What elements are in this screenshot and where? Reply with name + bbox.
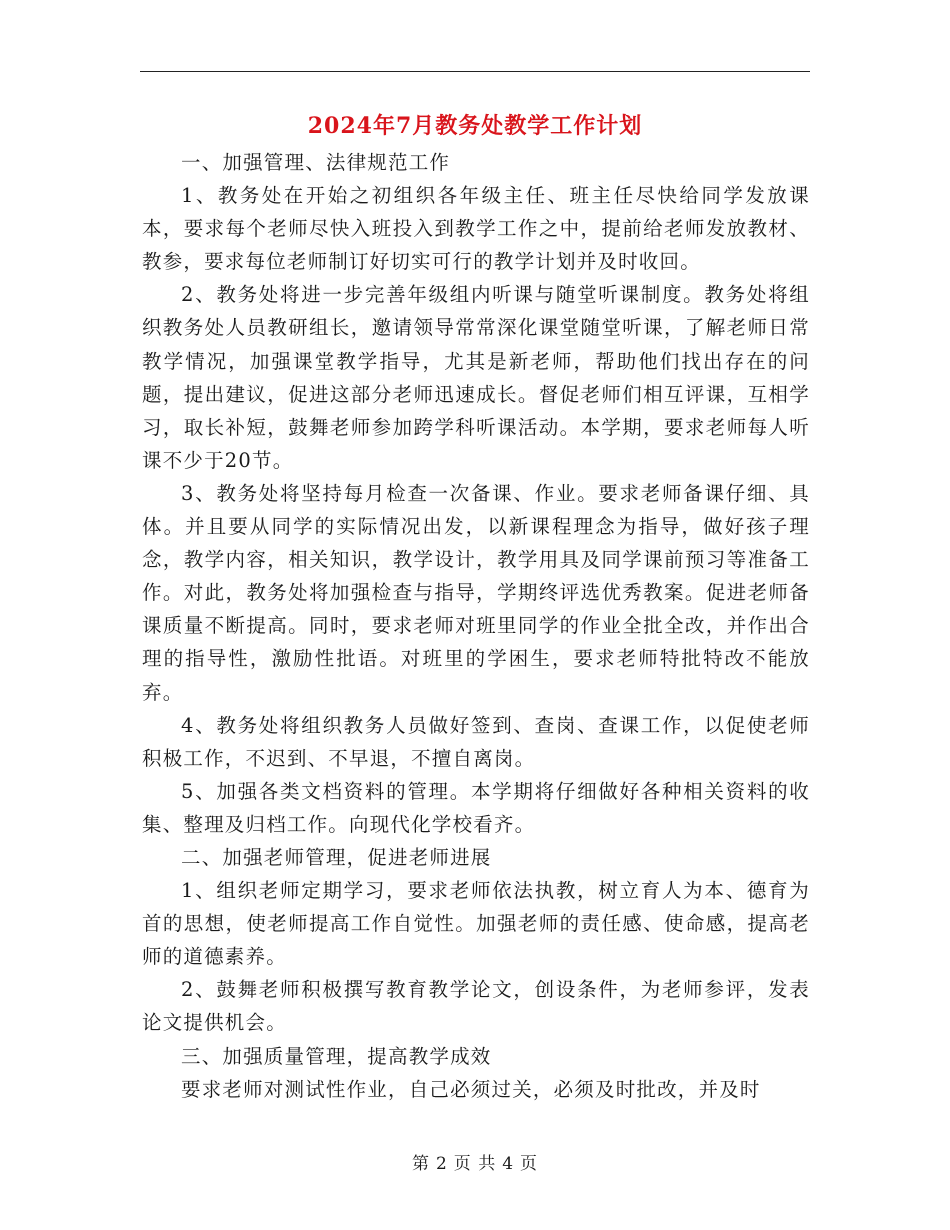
footer-prefix: 第 bbox=[411, 1154, 430, 1174]
section-heading: 三、加强质量管理，提高教学成效 bbox=[181, 1044, 492, 1068]
document-body bbox=[142, 146, 810, 1106]
paragraph: 2、鼓舞老师积极撰写教育教学论文，创设条件，为老师参评，发表论文提供机会。 bbox=[142, 978, 810, 1035]
section-heading: 一、加强管理、法律规范工作 bbox=[181, 151, 451, 174]
footer-suffix: 页 bbox=[520, 1154, 539, 1174]
footer-current-page: 2 bbox=[435, 1154, 448, 1174]
paragraph: 要求老师对测试性作业，自己必须过关，必须及时批改，并及时 bbox=[181, 1077, 761, 1101]
paragraph: 4、教务处将组织教务人员做好签到、查岗、查课工作，以促使老师积极工作，不迟到、不早退，不擅自离岗。 bbox=[142, 713, 810, 770]
header-rule bbox=[140, 71, 810, 72]
footer-total-pages: 4 bbox=[502, 1154, 515, 1174]
paragraph: 3、教务处将坚持每月检查一次备课、作业。要求老师备课仔细、具体。并且要从同学的实际情况出发，以新课程理念为指导，做好孩子理念，教学内容，相关知识，教学设计，教学用具及同学课前预习等准备工作。对此，教务处将加强检查与指导，学期终评选优秀教案。促进老师备课质量不断提高。同时，要求老师对班里同学的作业全批全改，并作出合理的指导性，激励性批语。对班里的学困生，要求老师特批特改不能放弃。 bbox=[142, 481, 810, 704]
paragraph: 5、加强各类文档资料的管理。本学期将仔细做好各种相关资料的收集、整理及归档工作。向现代化学校看齐。 bbox=[142, 779, 810, 836]
footer-middle: 页 共 bbox=[453, 1154, 497, 1174]
document-title: 2024年7月教务处教学工作计划 bbox=[307, 113, 643, 139]
paragraph: 1、教务处在开始之初组织各年级主任、班主任尽快给同学发放课本，要求每个老师尽快入班投入到教学工作之中，提前给老师发放教材、教参，要求每位老师制订好切实可行的教学计划并及时收回。 bbox=[142, 184, 810, 274]
page-footer bbox=[0, 1152, 950, 1176]
paragraph: 1、组织老师定期学习，要求老师依法执教，树立育人为本、德育为首的思想，使老师提高工作自觉性。加强老师的责任感、使命感，提高老师的道德素养。 bbox=[142, 879, 810, 969]
section-heading: 二、加强老师管理，促进老师进展 bbox=[181, 845, 492, 869]
paragraph: 2、教务处将进一步完善年级组内听课与随堂听课制度。教务处将组织教务处人员教研组长，邀请领导常常深化课堂随堂听课，了解老师日常教学情况，加强课堂教学指导，尤其是新老师，帮助他们找出存在的问题，提出建议，促进这部分老师迅速成长。督促老师们相互评课，互相学习，取长补短，鼓舞老师参加跨学科听课活动。本学期，要求老师每人听课不少于20节。 bbox=[142, 283, 810, 472]
